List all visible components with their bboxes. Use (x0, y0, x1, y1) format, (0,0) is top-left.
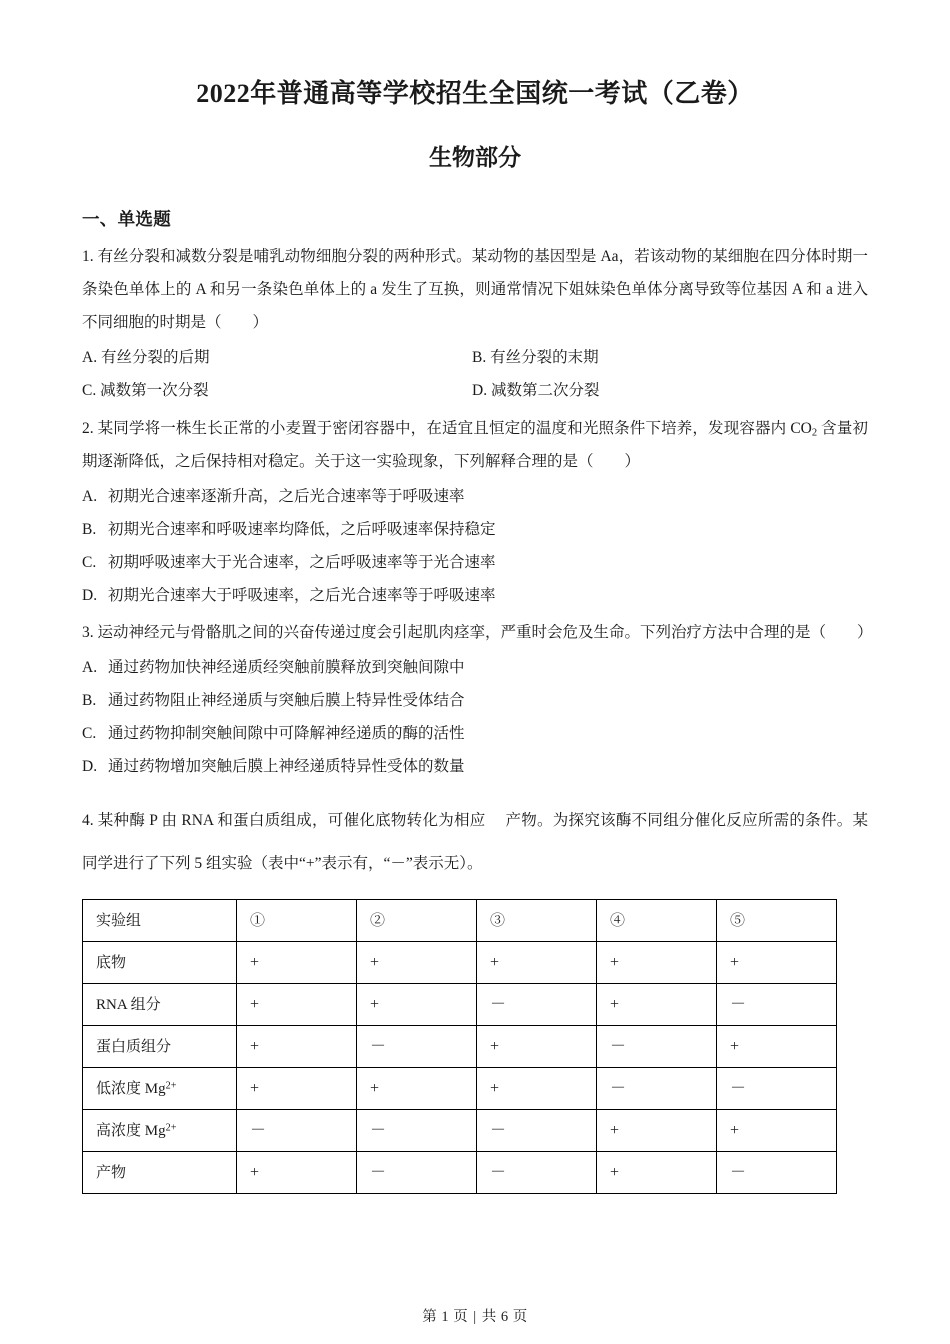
cell-value: + (237, 1026, 357, 1068)
table-column-5: ⑤ (717, 900, 837, 942)
question-1-stem: 1. 有丝分裂和减数分裂是哺乳动物细胞分裂的两种形式。某动物的基因型是 Aa，若该动物的某细胞在四分体时期一条染色单体上的 A 和另一条染色单体上的 a 发生了互换，则通常情况下姐妹染色单体分离导致等位基因 A 和 a 进入不同细胞的时期是（ ） (82, 248, 868, 331)
option-text: 初期光合速率逐渐升高，之后光合速率等于呼吸速率 (108, 488, 465, 505)
page-title: 2022年普通高等学校招生全国统一考试（乙卷） (196, 79, 754, 108)
option-text: 初期呼吸速率大于光合速率，之后呼吸速率等于光合速率 (108, 554, 496, 571)
row-label-low-mg (83, 1068, 237, 1110)
option-text: 通过药物加快神经递质经突触前膜释放到突触间隙中 (108, 659, 465, 676)
cell-value: － (717, 1068, 837, 1110)
cell-value: + (717, 942, 837, 984)
table-row (83, 1026, 837, 1068)
option-text: 初期光合速率大于呼吸速率，之后光合速率等于呼吸速率 (108, 587, 496, 604)
option-text: 通过药物抑制突触间隙中可降解神经递质的酶的活性 (108, 725, 465, 742)
section-heading: 一、单选题 (82, 209, 171, 230)
cell-value: + (717, 1110, 837, 1152)
row-label-high-mg (83, 1110, 237, 1152)
question-2-stem (82, 407, 868, 478)
question-3-option-b[interactable] (82, 684, 868, 717)
table-row (83, 942, 837, 984)
cell-value: － (357, 1110, 477, 1152)
experiment-table (82, 899, 837, 1194)
question-4-stem: 4. 某种酶 P 由 RNA 和蛋白质组成，可催化底物转化为相应 产物。为探究该酶不同组分催化反应所需的条件。某同学进行了下列 5 组实验（表中“+”表示有，“－”表示无）。 (82, 812, 868, 872)
cell-value: － (237, 1110, 357, 1152)
option-label: C. (82, 725, 97, 742)
cell-value: + (357, 942, 477, 984)
cell-value: － (597, 1068, 717, 1110)
cell-value: + (597, 942, 717, 984)
question-2-options (82, 478, 868, 612)
cell-value: + (477, 1068, 597, 1110)
row-label-text: 高浓度 Mg (96, 1122, 166, 1139)
table-header-label: 实验组 (83, 900, 237, 942)
question-1 (82, 231, 868, 407)
question-2 (82, 407, 868, 612)
cell-value: － (477, 1152, 597, 1194)
row-label-protein-component: 蛋白质组分 (83, 1026, 237, 1068)
table-row (83, 1068, 837, 1110)
row-label-product: 产物 (83, 1152, 237, 1194)
option-label: C. (82, 554, 97, 571)
question-2-option-b[interactable] (82, 513, 868, 546)
footer-separator: | (473, 1309, 477, 1325)
footer-total-pages: 共 6 页 (481, 1309, 528, 1325)
table-row (83, 1110, 837, 1152)
option-label: D. (82, 758, 98, 775)
cell-value: + (477, 942, 597, 984)
cell-value: － (717, 1152, 837, 1194)
question-3-option-d[interactable] (82, 750, 868, 783)
question-3-options (82, 649, 868, 783)
question-3 (82, 612, 873, 783)
option-label: A. (82, 488, 98, 505)
table-row-header (83, 900, 837, 942)
cell-value: + (237, 1152, 357, 1194)
question-3-option-a[interactable] (82, 651, 868, 684)
table-column-4: ④ (597, 900, 717, 942)
option-text: 通过药物阻止神经递质与突触后膜上特异性受体结合 (108, 692, 465, 709)
mg-charge-superscript: 2+ (165, 1080, 177, 1092)
cell-value: + (357, 1068, 477, 1110)
question-1-option-b[interactable]: B. 有丝分裂的末期 (472, 349, 599, 366)
cell-value: － (477, 1110, 597, 1152)
experiment-table-wrap (82, 885, 868, 1194)
mg-charge-superscript: 2+ (165, 1122, 177, 1134)
question-2-stem-part2: 含量初期逐渐降低，之后保持相对稳定。关于这一实验现象，下列解释合理的是（ ） (82, 420, 868, 470)
cell-value: － (357, 1152, 477, 1194)
row-label-rna-component: RNA 组分 (83, 984, 237, 1026)
cell-value: + (237, 984, 357, 1026)
page-subtitle: 生物部分 (429, 144, 521, 170)
question-2-option-c[interactable] (82, 546, 868, 579)
question-2-option-a[interactable] (82, 480, 868, 513)
row-label-text: 低浓度 Mg (96, 1080, 166, 1097)
cell-value: + (597, 1110, 717, 1152)
cell-value: － (597, 1026, 717, 1068)
table-column-3: ③ (477, 900, 597, 942)
question-3-option-c[interactable] (82, 717, 868, 750)
cell-value: + (357, 984, 477, 1026)
option-label: A. (82, 659, 98, 676)
option-text: 初期光合速率和呼吸速率均降低，之后呼吸速率保持稳定 (108, 521, 496, 538)
cell-value: － (477, 984, 597, 1026)
question-1-option-c[interactable]: C. 减数第一次分裂 (82, 382, 209, 399)
cell-value: + (597, 984, 717, 1026)
question-1-options (82, 339, 868, 407)
option-text: 通过药物增加突触后膜上神经递质特异性受体的数量 (108, 758, 465, 775)
question-1-option-d[interactable]: D. 减数第二次分裂 (472, 382, 600, 399)
footer-current-page: 第 1 页 (422, 1309, 469, 1325)
cell-value: + (237, 1068, 357, 1110)
table-column-1: ① (237, 900, 357, 942)
question-3-stem: 3. 运动神经元与骨骼肌之间的兴奋传递过度会引起肌肉痉挛，严重时会危及生命。下列治疗方法中合理的是（ ） (82, 624, 873, 641)
cell-value: － (357, 1026, 477, 1068)
question-2-stem-part1: 2. 某同学将一株生长正常的小麦置于密闭容器中，在适宜且恒定的温度和光照条件下培养，发现容器内 CO (82, 420, 812, 437)
table-row (83, 984, 837, 1026)
cell-value: + (597, 1152, 717, 1194)
cell-value: + (237, 942, 357, 984)
cell-value: + (477, 1026, 597, 1068)
row-label-substrate: 底物 (83, 942, 237, 984)
table-column-2: ② (357, 900, 477, 942)
question-2-option-d[interactable] (82, 579, 868, 612)
question-4 (82, 783, 868, 1194)
cell-value: － (717, 984, 837, 1026)
table-row (83, 1152, 837, 1194)
option-label: D. (82, 587, 98, 604)
option-label: B. (82, 521, 97, 538)
page-footer (0, 1305, 950, 1326)
cell-value: + (717, 1026, 837, 1068)
co2-subscript: 2 (811, 427, 818, 439)
question-1-option-a[interactable]: A. 有丝分裂的后期 (82, 349, 210, 366)
option-label: B. (82, 692, 97, 709)
